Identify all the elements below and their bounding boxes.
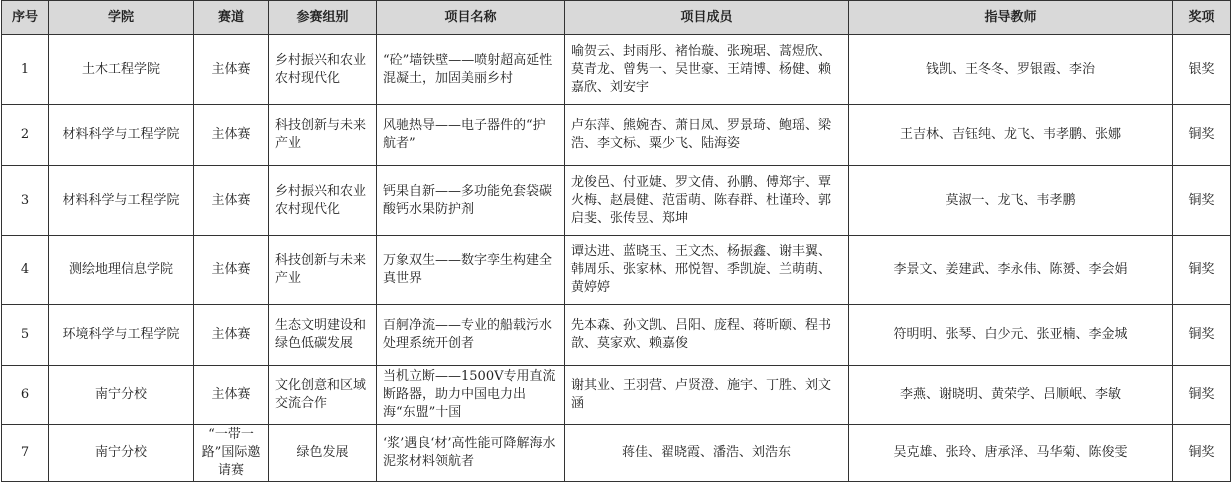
- cell-project: 百舸净流——专业的船载污水处理系统开创者: [377, 305, 565, 366]
- cell-no: 5: [2, 305, 49, 366]
- table-row: [2, 236, 1231, 305]
- table-row: [2, 35, 1231, 105]
- cell-group: 科技创新与未来产业: [269, 236, 377, 305]
- cell-advisors: 王吉林、吉钰纯、龙飞、韦孝鹏、张娜: [849, 105, 1173, 166]
- cell-award: 铜奖: [1173, 366, 1231, 425]
- table-row: [2, 366, 1231, 425]
- cell-advisors: 李燕、谢晓明、黄荣学、吕顺岷、李敏: [849, 366, 1173, 425]
- header-row: [2, 1, 1231, 35]
- cell-college: 环境科学与工程学院: [49, 305, 194, 366]
- cell-project: ‘浆’遇良‘材’高性能可降解海水泥浆材料领航者: [377, 425, 565, 482]
- cell-no: 2: [2, 105, 49, 166]
- awards-table: [1, 0, 1231, 482]
- cell-college: 材料科学与工程学院: [49, 105, 194, 166]
- header-advisors: 指导教师: [849, 1, 1173, 35]
- header-track: 赛道: [194, 1, 269, 35]
- cell-award: 铜奖: [1173, 166, 1231, 236]
- cell-group: 绿色发展: [269, 425, 377, 482]
- cell-group: 乡村振兴和农业农村现代化: [269, 166, 377, 236]
- cell-no: 4: [2, 236, 49, 305]
- cell-members: 卢东萍、熊婉杏、萧日凤、罗景琦、鲍瑶、梁浩、李文标、粟少飞、陆海姿: [565, 105, 849, 166]
- cell-award: 铜奖: [1173, 105, 1231, 166]
- cell-award: 铜奖: [1173, 305, 1231, 366]
- header-members: 项目成员: [565, 1, 849, 35]
- header-award: 奖项: [1173, 1, 1231, 35]
- header-group: 参赛组别: [269, 1, 377, 35]
- cell-track: “一带一路”国际邀请赛: [194, 425, 269, 482]
- cell-track: 主体赛: [194, 366, 269, 425]
- cell-college: 材料科学与工程学院: [49, 166, 194, 236]
- cell-members: 喻贺云、封雨彤、褚怡璇、张琬琚、蒿煜欣、莫青龙、曾隽一、吴世豪、王靖博、杨健、赖嘉欣、刘安宇: [565, 35, 849, 105]
- cell-college: 南宁分校: [49, 366, 194, 425]
- cell-project: 万象双生——数字孪生构建全真世界: [377, 236, 565, 305]
- table-row: [2, 166, 1231, 236]
- cell-advisors: 李景文、姜建武、李永伟、陈赟、李会娟: [849, 236, 1173, 305]
- cell-college: 南宁分校: [49, 425, 194, 482]
- cell-no: 6: [2, 366, 49, 425]
- cell-track: 主体赛: [194, 166, 269, 236]
- header-project: 项目名称: [377, 1, 565, 35]
- cell-no: 3: [2, 166, 49, 236]
- cell-advisors: 钱凯、王冬冬、罗银霞、李治: [849, 35, 1173, 105]
- cell-project: 风驰热导——电子器件的“护航者”: [377, 105, 565, 166]
- cell-track: 主体赛: [194, 236, 269, 305]
- cell-advisors: 吴克雄、张玲、唐承泽、马华菊、陈俊雯: [849, 425, 1173, 482]
- cell-group: 科技创新与未来产业: [269, 105, 377, 166]
- cell-advisors: 莫淑一、龙飞、韦孝鹏: [849, 166, 1173, 236]
- cell-college: 测绘地理信息学院: [49, 236, 194, 305]
- cell-no: 1: [2, 35, 49, 105]
- cell-members: 谭达进、蓝晓玉、王文杰、杨振鑫、谢丰翼、韩周乐、张家林、邢悦智、季凯旋、兰萌萌、黄婷婷: [565, 236, 849, 305]
- cell-track: 主体赛: [194, 35, 269, 105]
- cell-project: “砼”墙铁壁——喷射超高延性混凝土，加固美丽乡村: [377, 35, 565, 105]
- table-row: [2, 425, 1231, 482]
- table-row: [2, 105, 1231, 166]
- cell-members: 蒋佳、翟晓霞、潘浩、刘浩东: [565, 425, 849, 482]
- cell-no: 7: [2, 425, 49, 482]
- cell-college: 土木工程学院: [49, 35, 194, 105]
- header-college: 学院: [49, 1, 194, 35]
- cell-group: 生态文明建设和绿色低碳发展: [269, 305, 377, 366]
- cell-project: 钙果自新——多功能免套袋碳酸钙水果防护剂: [377, 166, 565, 236]
- cell-advisors: 符明明、张琴、白少元、张亚楠、李金城: [849, 305, 1173, 366]
- table-row: [2, 305, 1231, 366]
- header-no: 序号: [2, 1, 49, 35]
- cell-members: 谢其业、王羽营、卢贤澄、施宇、丁胜、刘文涵: [565, 366, 849, 425]
- cell-group: 乡村振兴和农业农村现代化: [269, 35, 377, 105]
- cell-members: 先本森、孙文凯、吕阳、庞程、蒋昕颐、程书歆、莫家欢、赖嘉俊: [565, 305, 849, 366]
- cell-track: 主体赛: [194, 305, 269, 366]
- cell-track: 主体赛: [194, 105, 269, 166]
- cell-members: 龙俊邑、付亚婕、罗文倩、孙鹏、傅郑宇、覃火梅、赵晨健、范雷萌、陈春群、杜谨玲、郭启斐、张传昱、郑坤: [565, 166, 849, 236]
- cell-award: 铜奖: [1173, 236, 1231, 305]
- cell-award: 银奖: [1173, 35, 1231, 105]
- cell-project: 当机立断——1500V专用直流断路器，助力中国电力出海“东盟”十国: [377, 366, 565, 425]
- cell-group: 文化创意和区域交流合作: [269, 366, 377, 425]
- cell-award: 铜奖: [1173, 425, 1231, 482]
